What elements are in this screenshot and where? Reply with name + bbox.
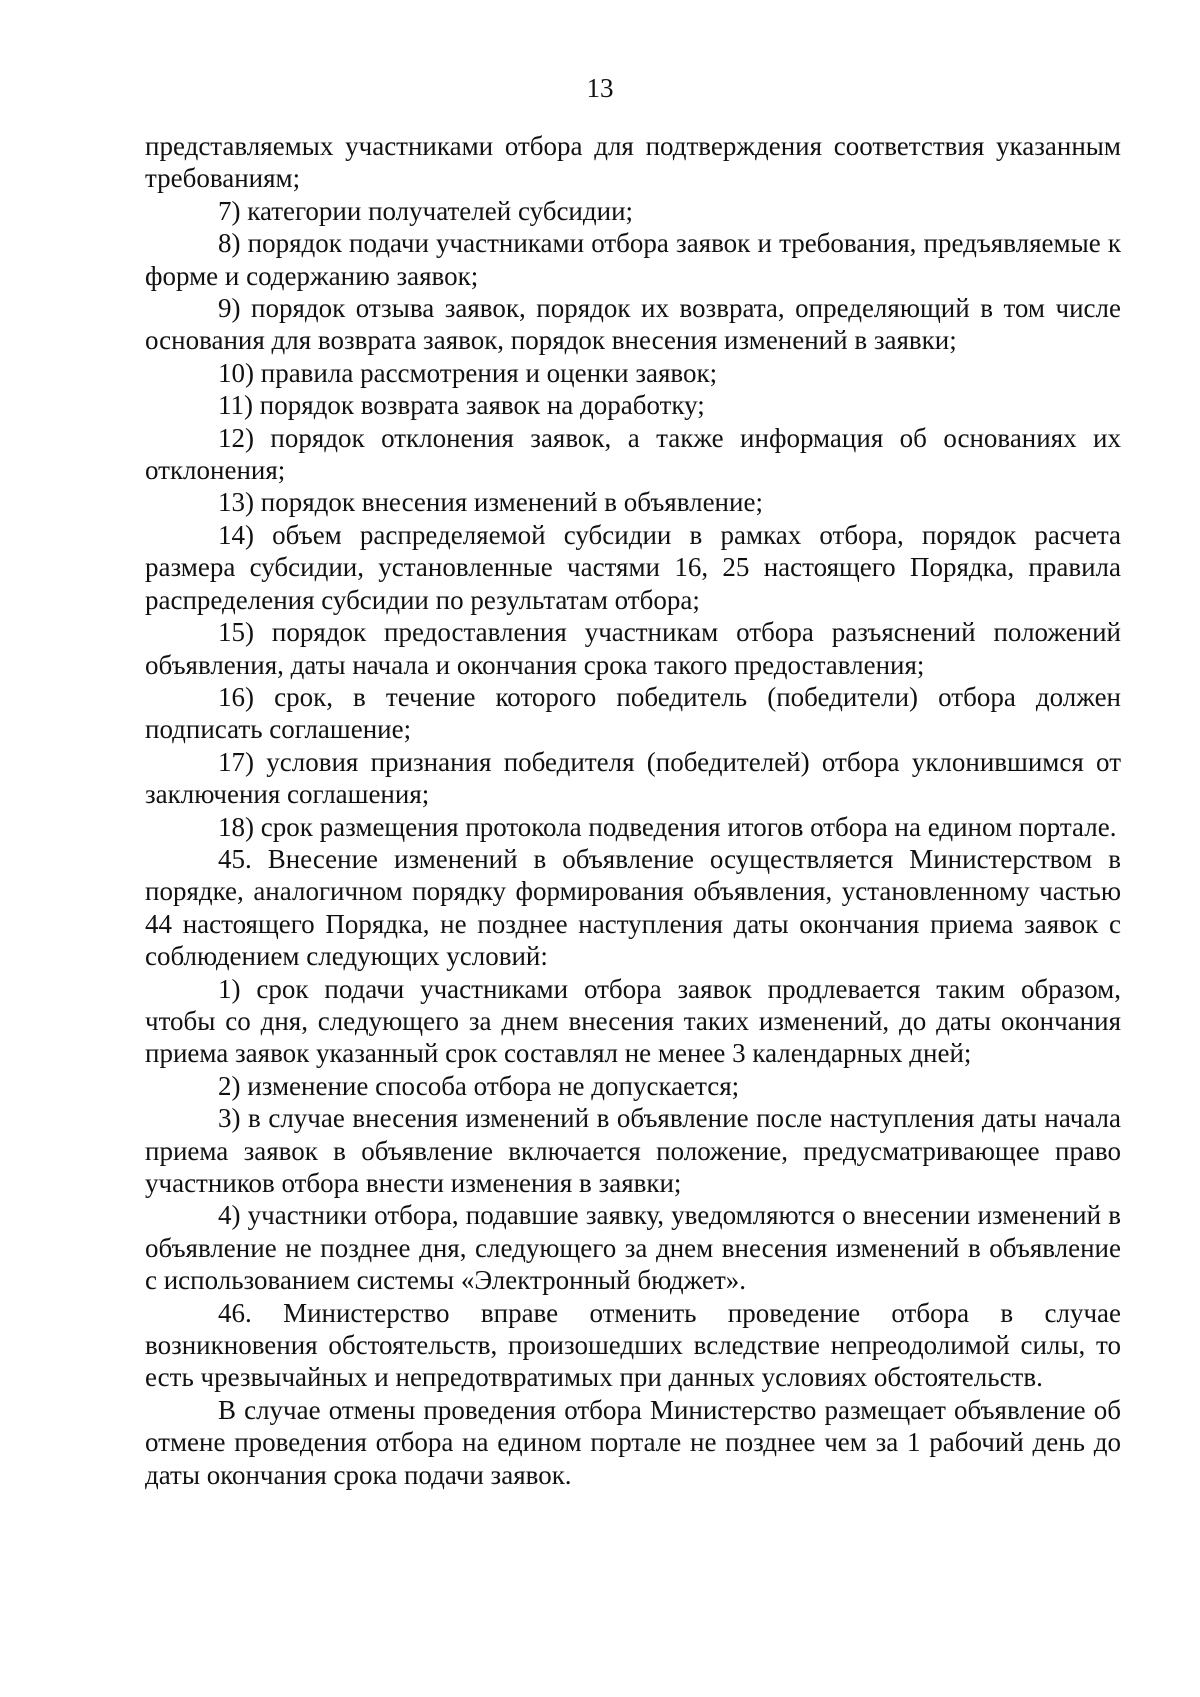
document-body [145,130,1121,1491]
list-item-10: 10) правила рассмотрения и оценки заявок; [218,357,718,388]
list-item-8: 8) порядок подачи участниками отбора заявок и требования, предъявляемые к форме и содержанию заявок; [145,228,1121,291]
list-item-11: 11) порядок возврата заявок на доработку; [218,390,705,421]
section-45: 45. Внесение изменений в объявление осуществляется Министерством в порядке, аналогичном порядку формирования объявления, установленному частью 44 настоящего Порядка, не позднее наступления даты окончания приема заявок с соблюдением следующих условий: [145,843,1121,972]
section-46: 46. Министерство вправе отменить проведение отбора в случае возникновения обстоятельств, произошедших вследствие непреодолимой силы, то есть чрезвычайных и непредотвратимых при данных условиях обстоятельств. [145,1297,1121,1393]
list-item-14: 14) объем распределяемой субсидии в рамках отбора, порядок расчета размера субсидии, установленные частями 16, 25 настоящего Порядка, правила распределения субсидии по результатам отбора; [145,519,1121,615]
list-item-16: 16) срок, в течение которого победитель (победители) отбора должен подписать соглашение; [145,681,1121,745]
list-item-15: 15) порядок предоставления участникам отбора разъяснений положений объявления, даты начала и окончания срока такого предоставления; [145,617,1121,680]
list-item-13: 13) порядок внесения изменений в объявление; [218,487,763,518]
section-45-condition-4: 4) участники отбора, подавшие заявку, уведомляются о внесении изменений в объявление не позднее дня, следующего за днем внесения изменений в объявление с использованием системы «Электронный бюджет». [145,1200,1121,1296]
list-item-12: 12) порядок отклонения заявок, а также информация об основаниях их отклонения; [145,422,1121,486]
list-item-9: 9) порядок отзыва заявок, порядок их возврата, определяющий в том числе основания для возврата заявок, порядок внесения изменений в заявки; [145,293,1121,356]
section-45-condition-3: 3) в случае внесения изменений в объявление после наступления даты начала приема заявок в объявление включается положение, предусматривающее право участников отбора внести изменения в заявки; [145,1103,1121,1198]
page-number: 13 [586,73,614,103]
section-45-condition-1: 1) срок подачи участниками отбора заявок продлевается таким образом, чтобы со дня, следующего за днем внесения таких изменений, до даты окончания приема заявок указанный срок составлял не менее 3 календарных дней; [145,973,1121,1069]
paragraph-continuation: представляемых участниками отбора для подтверждения соответствия указанным требованиям; [145,131,1121,194]
list-item-17: 17) условия признания победителя (победителей) отбора уклонившимся от заключения соглашения; [145,746,1121,810]
list-item-7: 7) категории получателей субсидии; [218,195,634,226]
list-item-18: 18) срок размещения протокола подведения итогов отбора на едином портале. [218,811,1117,842]
section-46-cancellation: В случае отмены проведения отбора Министерство размещает объявление об отмене проведения отбора на едином портале не позднее чем за 1 рабочий день до даты окончания срока подачи заявок. [145,1394,1121,1490]
section-45-condition-2: 2) изменение способа отбора не допускается; [218,1070,740,1101]
